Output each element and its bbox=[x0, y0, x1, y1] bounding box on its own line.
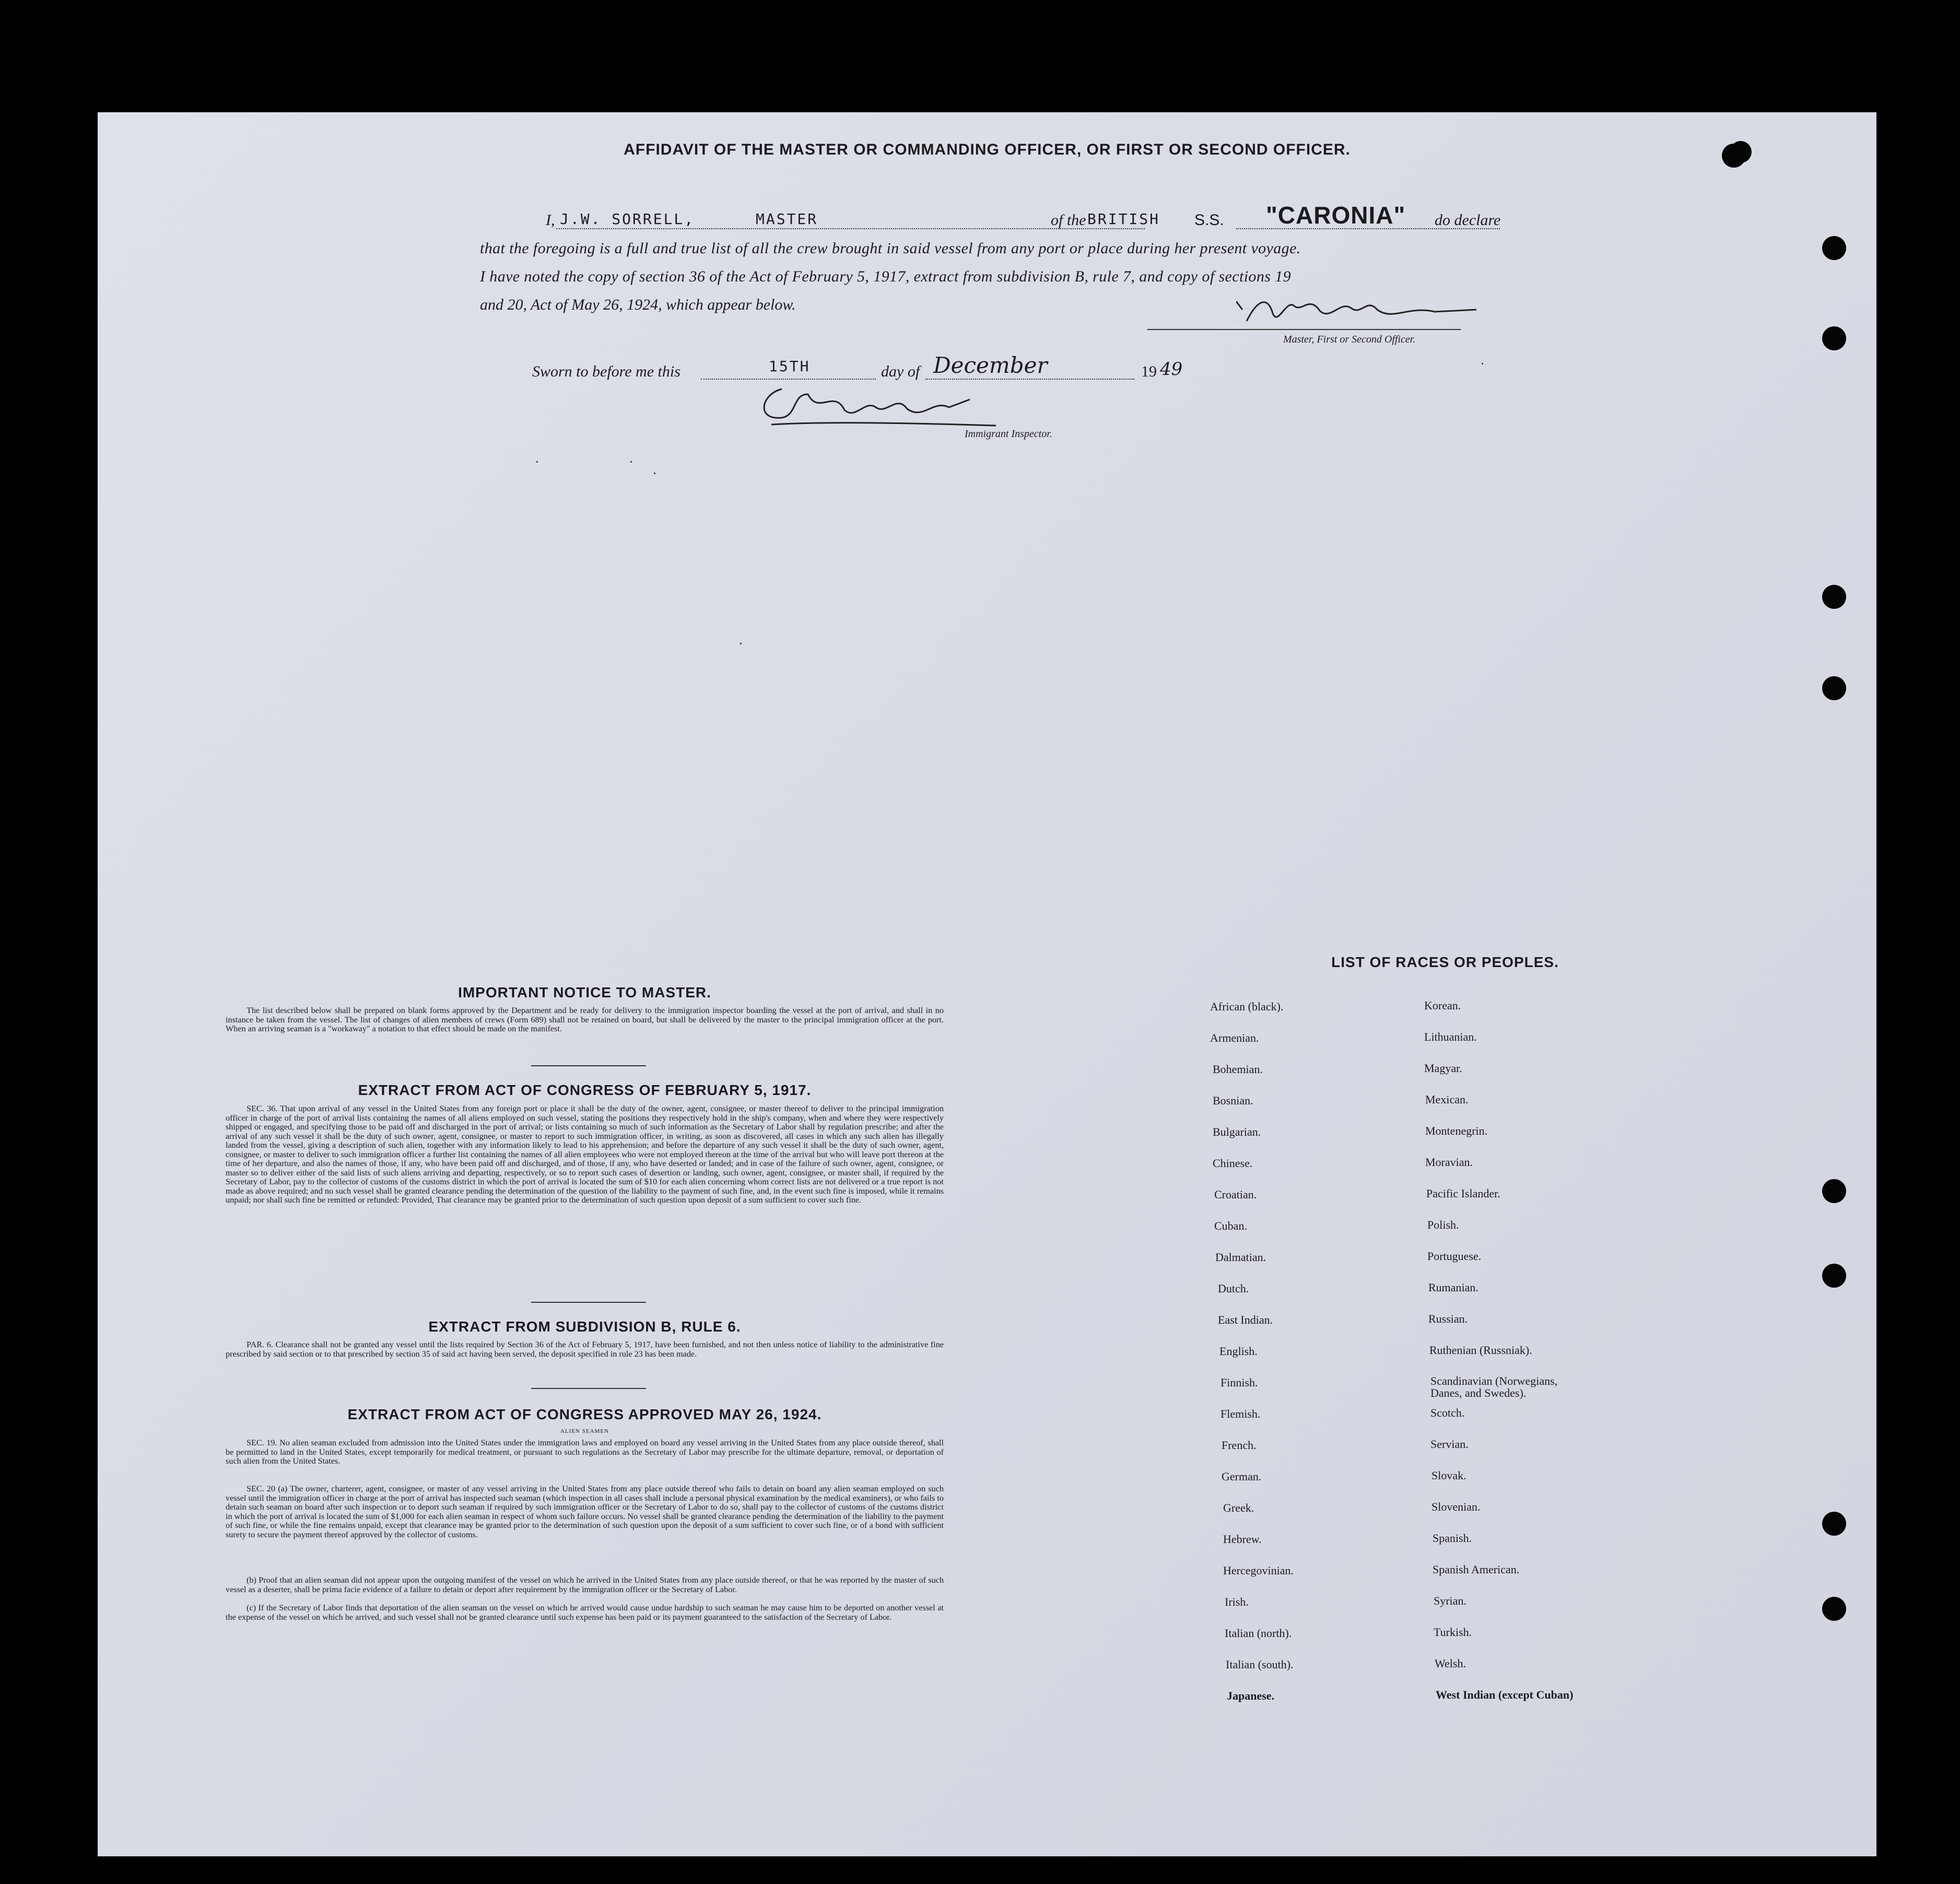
extract-1917-title: EXTRACT FROM ACT OF CONGRESS OF FEBRUARY 5, 1917. bbox=[358, 1082, 812, 1098]
master-signature-line bbox=[1147, 329, 1461, 330]
race-item: Moravian. bbox=[1425, 1156, 1473, 1169]
vessel-name: "CARONIA" bbox=[1266, 202, 1406, 229]
punch-hole bbox=[1822, 236, 1846, 260]
extract-1924-title: EXTRACT FROM ACT OF CONGRESS APPROVED MAY 26, 1924. bbox=[347, 1406, 822, 1422]
race-item: Bosnian. bbox=[1213, 1094, 1253, 1107]
race-item: Croatian. bbox=[1214, 1188, 1257, 1201]
race-item: Hebrew. bbox=[1223, 1533, 1262, 1546]
sec-20c-text: (c) If the Secretary of Labor finds that deportation of the alien seaman on the vessel on which he arrived would cause undue hardship to such seaman he may cause him to be deported on another vessel at the expense of the vessel on which he arrived, and such vessel shall not be granted clearance until such expense has been paid or its payment guaranteed to the satisfaction of the Secretary of Labor. bbox=[226, 1603, 944, 1622]
inspector-label: Immigrant Inspector. bbox=[965, 428, 1052, 440]
race-item: Dalmatian. bbox=[1215, 1251, 1266, 1264]
race-item: Cuban. bbox=[1214, 1219, 1247, 1232]
race-item: Turkish. bbox=[1434, 1626, 1472, 1639]
race-item: Armenian. bbox=[1210, 1031, 1259, 1044]
race-item: Korean. bbox=[1424, 999, 1461, 1012]
races-title: LIST OF RACES OR PEOPLES. bbox=[1331, 954, 1559, 970]
section-divider bbox=[531, 1302, 646, 1303]
inspector-signature bbox=[750, 379, 1022, 433]
affidavit-title: AFFIDAVIT OF THE MASTER OR COMMANDING OFFICER, OR FIRST OR SECOND OFFICER. bbox=[624, 141, 1351, 158]
section-divider bbox=[531, 1065, 646, 1066]
punch-hole bbox=[1822, 1264, 1846, 1288]
race-item: Ruthenian (Russniak). bbox=[1429, 1344, 1532, 1357]
race-item: Magyar. bbox=[1424, 1062, 1462, 1075]
nationality: BRITISH bbox=[1087, 210, 1160, 228]
do-declare-label: do declare bbox=[1435, 211, 1501, 229]
declarant-title: MASTER bbox=[756, 210, 818, 228]
punch-hole bbox=[1822, 676, 1846, 700]
race-item: Lithuanian. bbox=[1424, 1030, 1477, 1043]
faint-mark bbox=[630, 461, 632, 463]
signature-mark bbox=[1236, 285, 1529, 332]
race-item: Pacific Islander. bbox=[1426, 1187, 1500, 1200]
race-item: Italian (north). bbox=[1225, 1627, 1292, 1640]
race-item: Russian. bbox=[1428, 1312, 1468, 1325]
race-item: Flemish. bbox=[1220, 1407, 1261, 1420]
race-item: Greek. bbox=[1223, 1501, 1254, 1514]
race-item: Spanish American. bbox=[1433, 1563, 1520, 1576]
punch-hole bbox=[1822, 585, 1846, 609]
race-item: Japanese. bbox=[1227, 1689, 1275, 1702]
extract-1917-text: SEC. 36. That upon arrival of any vessel in the United States from any foreign port or place it shall be the duty of the owner, agent, consignee, or master thereof to deliver to the principal immigration officer in charge of the port of arrival lists containing the names of all aliens employed on such vessel, stating the positions they respectively hold in the ship's company, when and where they were respectively shipped or engaged, and specifying those to be paid off and discharged in the port of arrival; or lists containing so much of such information as the Secretary of Labor shall by regulation prescribe; and after the arrival of any such vessel it shall be the duty of such owner, agent, consignee, or master to report to such immigration officer, in writing, as soon as discovered, all cases in which any such alien has illegally landed from the vessel, giving a description of such alien, together with any information likely to lead to his apprehension; and before the departure of any such vessel it shall be the duty of such owner, agent, consignee, or master to deliver to such immigration officer a further list containing the names of all alien employees who were not employed thereon at the time of the arrival but who will leave port thereon at the time of her departure, and also the names of those, if any, who have been paid off and discharged, and of those, if any, who have deserted or landed; and in case of the failure of such owner, agent, consignee, or master so to deliver either of the said lists of such aliens arriving and departing, respectively, or so to report such cases of desertion or landing, such owner, agent, consignee, or master shall, if required by the Secretary of Labor, pay to the collector of customs of the customs district in which the port of arrival is located the sum of $10 for each alien concerning whom correct lists are not delivered or a true report is not made as above required; and no such vessel shall be granted clearance pending the determination of the question of the liability to the payment of such fine, and, in the event such fine is imposed, while it remains unpaid; nor shall such fine be remitted or refunded: Provided, That clearance may be granted prior to the determination of such question upon deposit of a sum sufficient to cover such fine. bbox=[226, 1104, 944, 1205]
race-item: Welsh. bbox=[1435, 1657, 1466, 1670]
race-item: West Indian (except Cuban) bbox=[1436, 1688, 1574, 1701]
race-item: African (black). bbox=[1210, 1000, 1284, 1013]
document-page bbox=[98, 112, 1876, 1856]
sec-19-text: SEC. 19. No alien seaman excluded from admission into the United States under the immigration laws and employed on board any vessel arriving in the United States from any place outside thereof, shall be permitted to land in the United States, except temporarily for medical treatment, or pursuant to such regulations as the Secretary of Labor may prescribe for the ultimate departure, removal, or deportation of such alien from the United States. bbox=[226, 1438, 944, 1466]
race-item: East Indian. bbox=[1218, 1313, 1273, 1326]
punch-hole bbox=[1822, 1597, 1846, 1621]
punch-hole bbox=[1822, 1512, 1846, 1536]
race-item: Hercegovinian. bbox=[1223, 1564, 1294, 1577]
race-item: German. bbox=[1222, 1470, 1262, 1483]
race-item: English. bbox=[1219, 1345, 1258, 1358]
faint-mark bbox=[740, 643, 742, 644]
affidavit-line-3: I have noted the copy of section 36 of the Act of February 5, 1917, extract from subdivision B, rule 7, and copy of sections 19 bbox=[480, 268, 1292, 285]
master-signature bbox=[1236, 285, 1529, 334]
sworn-prefix: Sworn to before me this bbox=[532, 363, 680, 380]
sec-20b-text: (b) Proof that an alien seaman did not appear upon the outgoing manifest of the vessel on which he arrived in the United States from any place outside thereof, or that he was reported by the master of such vessel as a deserter, shall be prima facie evidence of a failure to detain or deport after requirement by the immigration officer or the Secretary of Labor. bbox=[226, 1575, 944, 1594]
race-item: Italian (south). bbox=[1226, 1658, 1294, 1671]
race-item: French. bbox=[1222, 1439, 1257, 1452]
race-item: Irish. bbox=[1225, 1595, 1249, 1608]
sec-20a-text: SEC. 20 (a) The owner, charterer, agent, consignee, or master of any vessel arriving in the United States from any place outside thereof who fails to detain on board any alien seaman employed on such vessel until the immigration officer in charge at the port of arrival has inspected such seaman (which inspection in all cases shall include a personal physical examination by the medical examiners), or who fails to detain such seaman on board after such inspection or to deport such seaman if required by such immigration officer or the Secretary of Labor to do so, shall pay to the collector of customs of the customs district in which the port of arrival is located the sum of $1,000 for each alien seaman in respect of whom such failure occurs. No vessel shall be granted clearance pending the determination of the liability to the payment of such fine, or while the fine remains unpaid, except that clearance may be granted prior to the determination of such question upon the deposit of a sum sufficient to cover such fine, or of a bond with sufficient surety to secure the payment thereof approved by the collector of customs. bbox=[226, 1484, 944, 1539]
race-item: Rumanian. bbox=[1428, 1281, 1478, 1294]
of-the-label: of the bbox=[1051, 211, 1086, 229]
extract-1924-subtitle: ALIEN SEAMEN bbox=[560, 1428, 609, 1434]
subdivision-b-title: EXTRACT FROM SUBDIVISION B, RULE 6. bbox=[428, 1318, 741, 1335]
race-item: Chinese. bbox=[1213, 1157, 1253, 1170]
affidavit-line-2: that the foregoing is a full and true list of all the crew brought in said vessel from any port or place during her present voyage. bbox=[480, 240, 1301, 257]
section-divider bbox=[531, 1388, 646, 1389]
sworn-day: 15TH bbox=[769, 358, 811, 375]
race-item: Bulgarian. bbox=[1213, 1125, 1261, 1138]
vessel-prefix: S.S. bbox=[1194, 211, 1224, 229]
affidavit-prefix: I, bbox=[546, 211, 555, 229]
race-item: Finnish. bbox=[1220, 1376, 1258, 1389]
year-prefix: 19 bbox=[1141, 363, 1157, 380]
race-item: Mexican. bbox=[1425, 1093, 1469, 1106]
race-item: Slovenian. bbox=[1431, 1500, 1481, 1513]
race-item: Slovak. bbox=[1431, 1469, 1466, 1482]
sworn-month: December bbox=[933, 352, 1048, 378]
race-item: Bohemian. bbox=[1213, 1063, 1263, 1076]
race-item: Syrian. bbox=[1434, 1594, 1466, 1607]
declarant-name: J.W. SORRELL, bbox=[560, 210, 695, 228]
affidavit-line-4: and 20, Act of May 26, 1924, which appear below. bbox=[480, 296, 796, 313]
race-item: Montenegrin. bbox=[1425, 1124, 1488, 1137]
race-item: Scotch. bbox=[1430, 1406, 1465, 1419]
year-suffix: 49 bbox=[1160, 359, 1183, 380]
faint-mark bbox=[536, 461, 538, 463]
race-item: Dutch. bbox=[1218, 1282, 1249, 1295]
faint-mark bbox=[1482, 363, 1483, 364]
punch-hole bbox=[1822, 326, 1846, 350]
notice-title: IMPORTANT NOTICE TO MASTER. bbox=[458, 984, 711, 1000]
race-item: Polish. bbox=[1427, 1218, 1459, 1231]
master-label: Master, First or Second Officer. bbox=[1283, 334, 1416, 345]
subdivision-b-text: PAR. 6. Clearance shall not be granted any vessel until the lists required by Section 36 of the Act of February 5, 1917, have been furnished, and not then unless notice of liability to the administrative fine prescribed by said section or to that prescribed by section 35 of said act having been served, the deposit specified in rule 23 has been made. bbox=[226, 1340, 944, 1359]
day-of-label: day of bbox=[881, 363, 920, 380]
signature-mark bbox=[750, 379, 1022, 431]
race-item: Servian. bbox=[1430, 1438, 1469, 1451]
race-item: Portuguese. bbox=[1427, 1250, 1482, 1263]
notice-text: The list described below shall be prepared on blank forms approved by the Department and be ready for delivery to the immigration inspector boarding the vessel at the port of arrival, and shall in no instance be taken from the vessel. The list of changes of alien members of crews (Form 689) shall not be retained on board, but shall be delivered by the master to the principal immigration officer at the port. When an arriving seaman is a "workaway" a notation to that effect should be made on the manifest. bbox=[226, 1006, 944, 1033]
race-item: Scandinavian (Norwegians, Danes, and Swedes). bbox=[1430, 1374, 1558, 1399]
punch-hole bbox=[1822, 1179, 1846, 1203]
faint-mark bbox=[654, 473, 655, 474]
race-item: Spanish. bbox=[1433, 1532, 1472, 1545]
